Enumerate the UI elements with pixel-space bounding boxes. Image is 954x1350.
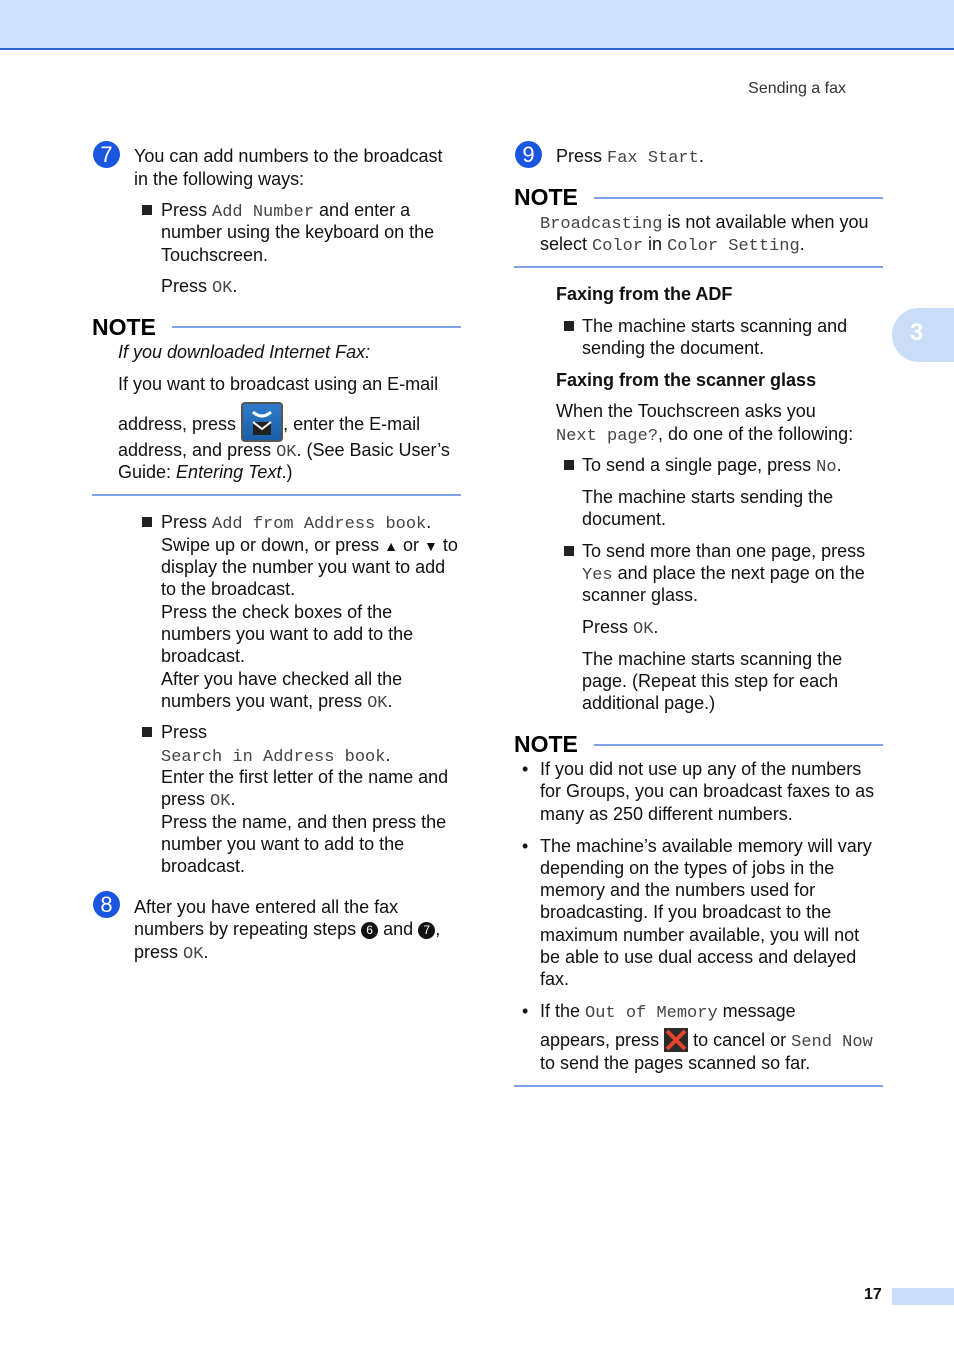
note1-line3: address, press , enter the E-mail bbox=[118, 402, 420, 442]
note3-item2-l3: memory and the numbers used for bbox=[540, 880, 816, 900]
step9-text: Press Fax Start. bbox=[556, 146, 704, 168]
b2-line3: display the number you want to add bbox=[161, 557, 446, 577]
up-arrow-icon: ▲ bbox=[384, 538, 398, 554]
glass-line1: When the Touchscreen asks you bbox=[556, 401, 816, 421]
running-header: Sending a fax bbox=[748, 80, 846, 97]
note3-item2-l7: fax. bbox=[540, 969, 570, 989]
note-rule-top bbox=[594, 744, 883, 746]
s1-line2: The machine starts sending the bbox=[582, 487, 834, 507]
top-banner bbox=[0, 0, 954, 50]
note-title: NOTE bbox=[514, 184, 578, 210]
note1-line1: If you downloaded Internet Fax: bbox=[118, 342, 371, 362]
chapter-number: 3 bbox=[910, 319, 924, 346]
note2-line2: select Color in Color Setting. bbox=[540, 234, 805, 256]
step-7-marker: 7 bbox=[93, 141, 120, 168]
b3-line1: Press bbox=[161, 722, 208, 742]
s1-line1: To send a single page, press No. bbox=[582, 455, 842, 477]
note-title: NOTE bbox=[514, 731, 578, 757]
step-9-marker: 9 bbox=[515, 141, 542, 168]
b2-line8: After you have checked all the bbox=[161, 669, 403, 689]
bullet-square bbox=[142, 517, 152, 527]
b2-line1: Press Add from Address book. bbox=[161, 512, 432, 534]
step8-line2: numbers by repeating steps 6 and 7 , bbox=[134, 919, 441, 939]
note3-item2-l5: maximum number available, you will not bbox=[540, 925, 860, 945]
cancel-x-icon bbox=[664, 1028, 688, 1052]
step-ref-7: 7 bbox=[418, 922, 435, 939]
step-8-marker: 8 bbox=[93, 891, 120, 918]
adf-line1: The machine starts scanning and bbox=[582, 316, 848, 336]
dot-bullet: • bbox=[522, 759, 529, 779]
b1-press-ok: Press OK. bbox=[161, 276, 238, 298]
b1-line2: number using the keyboard on the bbox=[161, 222, 435, 242]
bullet-square bbox=[564, 321, 574, 331]
b3-line6: number you want to add to the bbox=[161, 834, 405, 854]
page-number: 17 bbox=[864, 1286, 882, 1303]
step7-text-1: You can add numbers to the broadcast bbox=[134, 146, 443, 166]
s1-line3: document. bbox=[582, 509, 667, 529]
b2-line5: Press the check boxes of the bbox=[161, 602, 393, 622]
note3-item3-l3: to send the pages scanned so far. bbox=[540, 1053, 811, 1073]
adf-heading: Faxing from the ADF bbox=[556, 284, 733, 304]
adf-line2: sending the document. bbox=[582, 338, 765, 358]
note-rule-top bbox=[594, 197, 883, 199]
dot-bullet: • bbox=[522, 1001, 529, 1021]
step8-line3: press OK. bbox=[134, 942, 209, 964]
b3-line5: Press the name, and then press the bbox=[161, 812, 447, 832]
note-rule-bottom bbox=[92, 494, 461, 496]
note3-item2-l6: be able to use dual access and delayed bbox=[540, 947, 857, 967]
b3-line4: press OK. bbox=[161, 789, 236, 811]
note3-item2-l1: The machine’s available memory will vary bbox=[540, 836, 872, 856]
b3-line3: Enter the first letter of the name and bbox=[161, 767, 449, 787]
note3-item3-l2: appears, press to cancel or Send Now bbox=[540, 1030, 873, 1052]
note1-line2: If you want to broadcast using an E-mail bbox=[118, 374, 439, 394]
s2-line5: page. (Repeat this step for each bbox=[582, 671, 839, 691]
note-rule-top bbox=[172, 326, 461, 328]
note-rule-bottom bbox=[514, 1085, 883, 1087]
step-ref-6: 6 bbox=[361, 922, 378, 939]
b1-line3: Touchscreen. bbox=[161, 245, 269, 265]
step7-text-2: in the following ways: bbox=[134, 169, 305, 189]
s2-press-ok: Press OK. bbox=[582, 617, 659, 639]
chapter-tab bbox=[892, 308, 954, 362]
note3-item2-l2: depending on the types of jobs in the bbox=[540, 858, 835, 878]
s2-line6: additional page.) bbox=[582, 693, 716, 713]
step8-line1: After you have entered all the fax bbox=[134, 897, 399, 917]
glass-line2: Next page?, do one of the following: bbox=[556, 424, 854, 446]
note3-item1-l3: many as 250 different numbers. bbox=[540, 804, 793, 824]
b1-line1: Press Add Number and enter a bbox=[161, 200, 411, 222]
page-number-bar bbox=[892, 1288, 954, 1305]
s2-line1: To send more than one page, press bbox=[582, 541, 866, 561]
note-rule-bottom bbox=[514, 266, 883, 268]
b2-line7: broadcast. bbox=[161, 646, 246, 666]
b2-line2: Swipe up or down, or press ▲ or ▼ to bbox=[161, 535, 458, 555]
dot-bullet: • bbox=[522, 836, 529, 856]
fax-send-icon bbox=[241, 402, 283, 442]
b2-line9: numbers you want, press OK. bbox=[161, 691, 393, 713]
bullet-square bbox=[142, 205, 152, 215]
b2-line6: numbers you want to add to the bbox=[161, 624, 414, 644]
s2-line2: Yes and place the next page on the bbox=[582, 563, 865, 585]
s2-line3: scanner glass. bbox=[582, 585, 699, 605]
note1-line4: address, and press OK. (See Basic User’s bbox=[118, 440, 450, 462]
note3-item3-l1: If the Out of Memory message bbox=[540, 1001, 796, 1023]
b2-line4: to the broadcast. bbox=[161, 579, 296, 599]
note3-item1-l1: If you did not use up any of the numbers bbox=[540, 759, 862, 779]
down-arrow-icon: ▼ bbox=[424, 538, 438, 554]
note3-item2-l4: broadcasting. If you broadcast to the bbox=[540, 902, 832, 922]
b3-line2: Search in Address book. bbox=[161, 745, 391, 767]
glass-heading: Faxing from the scanner glass bbox=[556, 370, 817, 390]
note2-line1: Broadcasting is not available when you bbox=[540, 212, 869, 234]
bullet-square bbox=[142, 727, 152, 737]
s2-line4: The machine starts scanning the bbox=[582, 649, 843, 669]
note1-line5: Guide: Entering Text.) bbox=[118, 462, 293, 482]
b3-line7: broadcast. bbox=[161, 856, 246, 876]
note3-item1-l2: for Groups, you can broadcast faxes to as bbox=[540, 781, 875, 801]
note-title: NOTE bbox=[92, 314, 156, 340]
bullet-square bbox=[564, 546, 574, 556]
bullet-square bbox=[564, 460, 574, 470]
